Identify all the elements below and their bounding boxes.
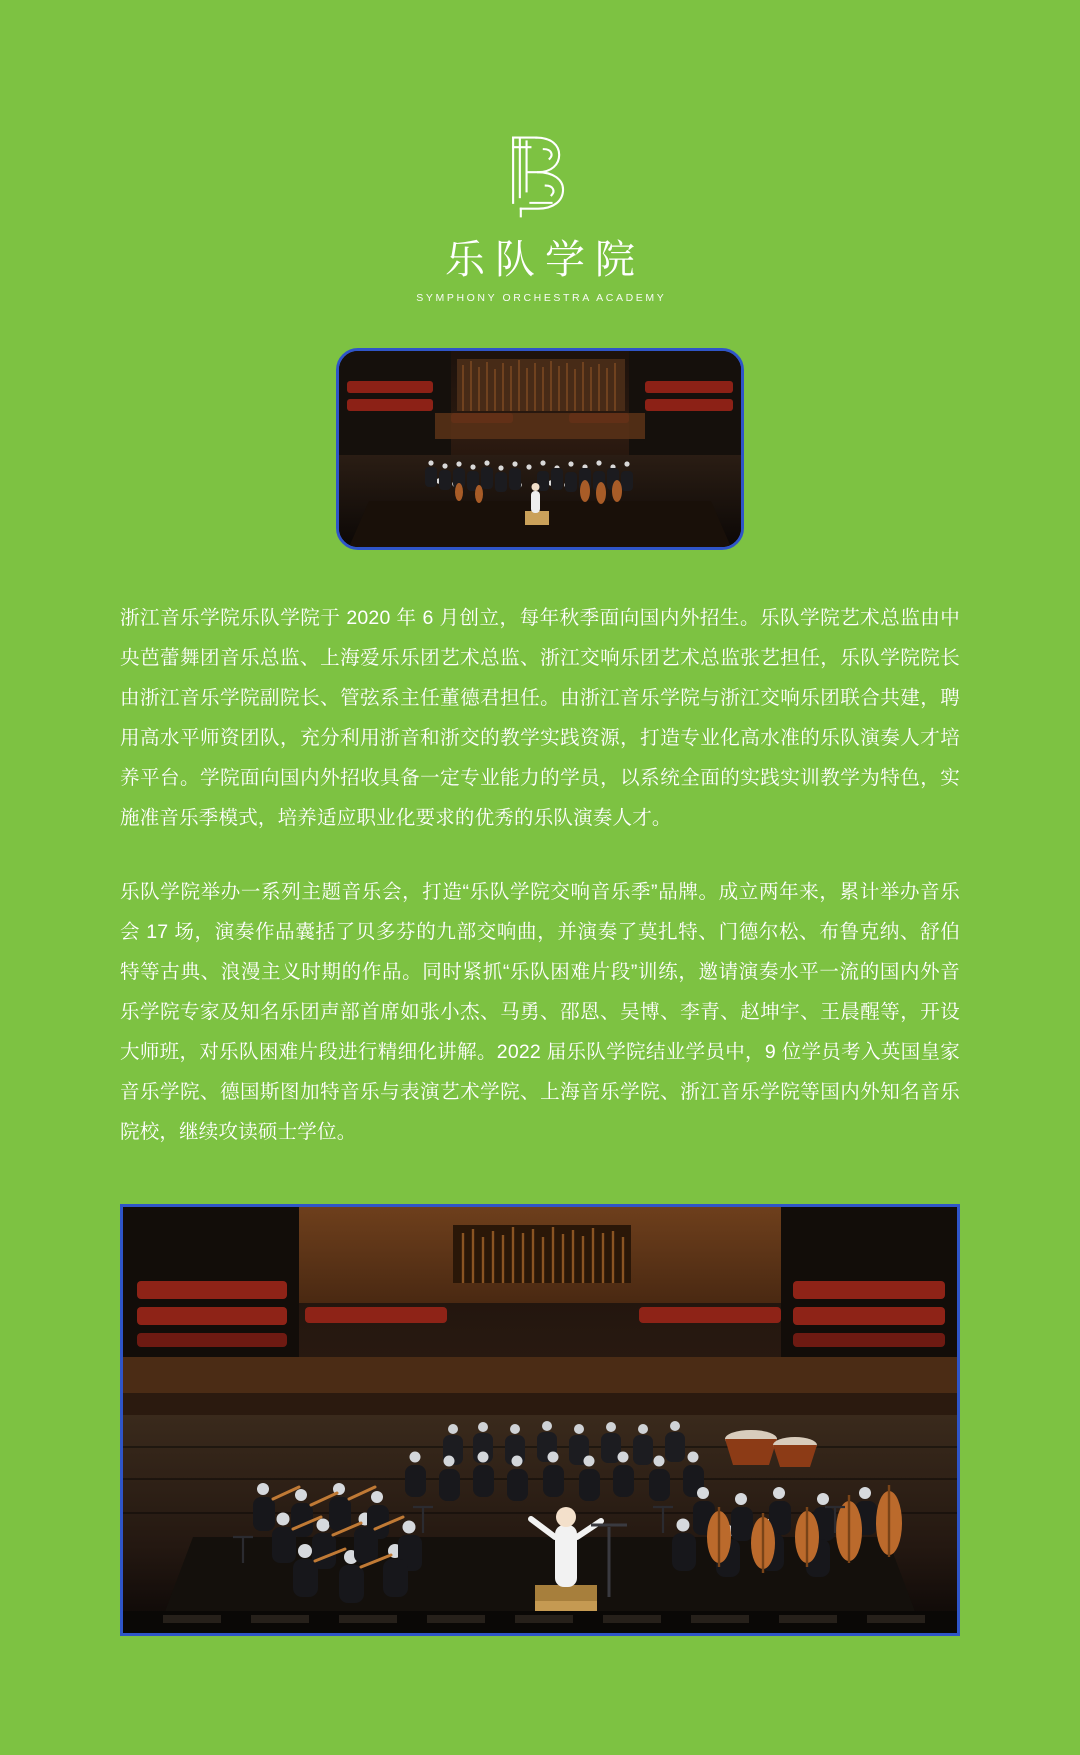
brand-header <box>0 0 1080 304</box>
paragraph-2: 乐队学院举办一系列主题音乐会，打造“乐队学院交响音乐季”品牌。成立两年来，累计举办音乐会 17 场，演奏作品囊括了贝多芬的九部交响曲，并演奏了莫扎特、门德尔松、布鲁克纳、舒伯特等古典、浪漫主义时期的作品。同时紧抓“乐队困难片段”训练，邀请演奏水平一流的国内外音乐学院专家及知名乐团声部首席如张小杰、马勇、邵恩、吴博、李青、赵坤宇、王晨醒等，开设大师班，对乐队困难片段进行精细化讲解。2022 届乐队学院结业学员中，9 位学员考入英国皇家音乐学院、德国斯图加特音乐与表演艺术学院、上海音乐学院、浙江音乐学院等国内外知名音乐院校，继续攻读硕士学位。 <box>120 881 960 1143</box>
symphony-orchestra-academy-monogram-icon <box>492 128 588 224</box>
brand-subtitle: SYMPHONY ORCHESTRA ACADEMY <box>416 292 667 304</box>
paragraph-1: 浙江音乐学院乐队学院于 2020 年 6 月创立，每年秋季面向国内外招生。乐队学院艺术总监由中央芭蕾舞团音乐总监、上海爱乐乐团艺术总监、浙江交响乐团艺术总监张艺担任，乐队学院院长由浙江音乐学院副院长、管弦系主任董德君担任。由浙江音乐学院与浙江交响乐团联合共建，聘用高水平师资团队，充分利用浙音和浙交的教学实践资源，打造专业化高水准的乐队演奏人才培养平台。学院面向国内外招收具备一定专业能力的学员，以系统全面的实践实训教学为特色，实施准音乐季模式，培养适应职业化要求的优秀的乐队演奏人才。 <box>120 607 960 829</box>
orchestra-stage-photo-top <box>336 348 744 550</box>
article-body <box>120 598 960 1152</box>
orchestra-stage-photo-bottom <box>120 1204 960 1636</box>
brand-title: 乐队学院 <box>445 238 645 282</box>
